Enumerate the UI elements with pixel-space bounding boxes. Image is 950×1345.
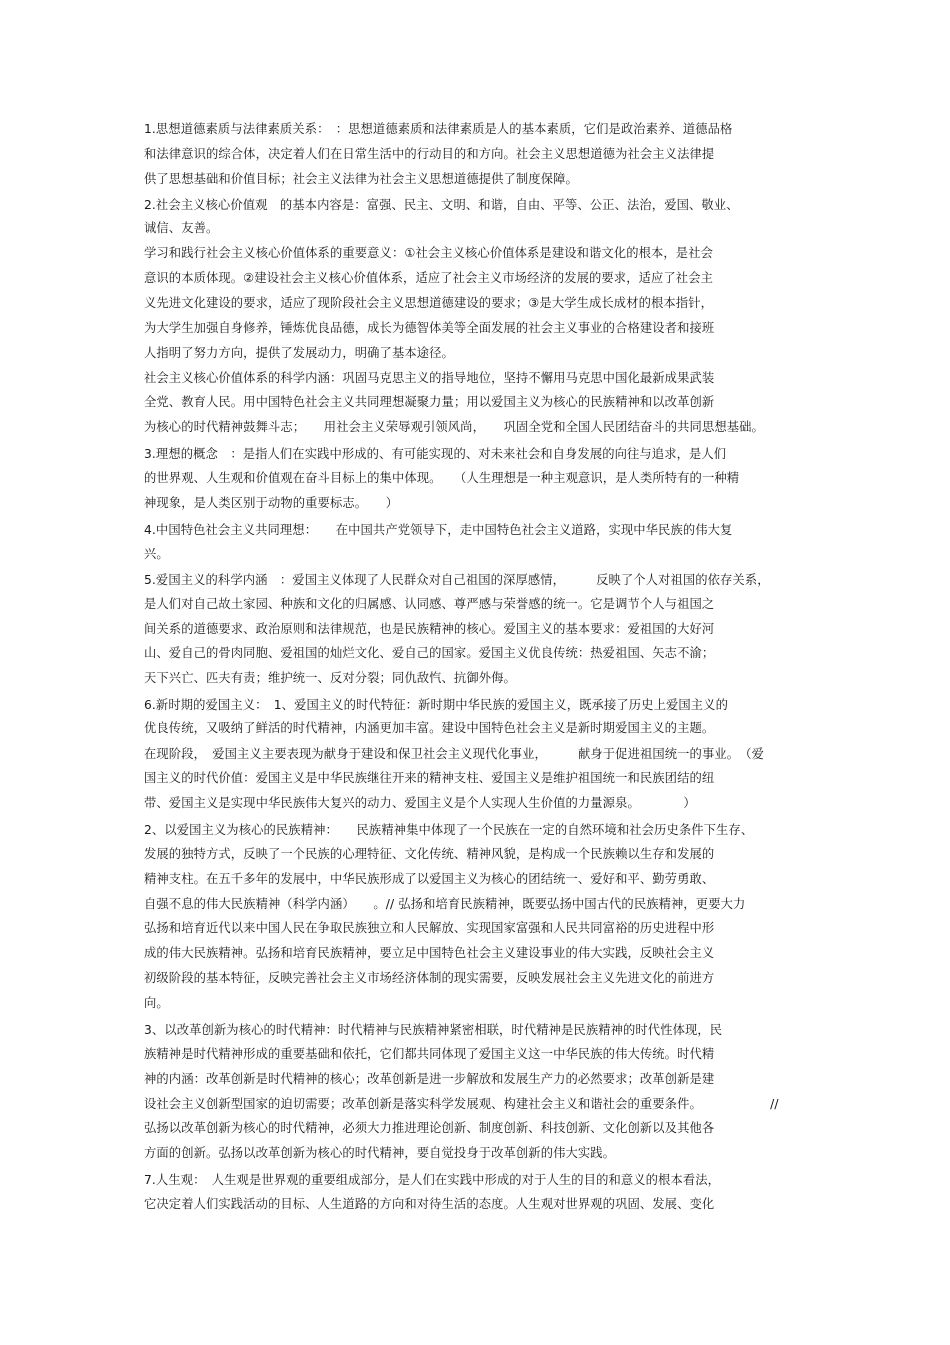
text-line: 弘扬和培育近代以来中国人民在争取民族独立和人民解放、实现国家富强和人民共同富裕的历史进程中形 [144, 921, 715, 935]
text-line: 4.中国特色社会主义共同理想： 在中国共产党领导下，走中国特色社会主义道路，实现中华民族的伟大复 [144, 523, 733, 537]
text-line: 族精神是时代精神形成的重要基础和依托，它们都共同体现了爱国主义这一中华民族的伟大传统。时代精 [144, 1047, 715, 1061]
text-line: 的世界观、人生观和价值观在奋斗目标上的集中体现。 （人生理想是一种主观意识，是人类所特有的一种精 [144, 471, 740, 485]
text-line: 1.思想道德素质与法律素质关系： ：思想道德素质和法律素质是人的基本素质，它们是政治素养、道德品格 [144, 122, 733, 136]
text-line: 义先进文化建设的要求，适应了现阶段社会主义思想道德建设的要求；③是大学生成长成材的根本指针， [144, 296, 713, 310]
text-line: 2、以爱国主义为核心的民族精神： 民族精神集中体现了一个民族在一定的自然环境和社会历史条件下生存、 [144, 823, 754, 837]
text-line: 弘扬以改革创新为核心的时代精神，必须大力推进理论创新、制度创新、科技创新、文化创新以及其他各 [144, 1121, 715, 1135]
text-line: 向。 [144, 996, 169, 1010]
text-line: 国主义的时代价值：爱国主义是中华民族继往开来的精神支柱、爱国主义是维护祖国统一和民族团结的纽 [144, 771, 715, 785]
text-line: 3.理想的概念 ：是指人们在实践中形成的、有可能实现的、对未来社会和自身发展的向往与追求，是人们 [144, 447, 727, 461]
text-line: 神现象，是人类区别于动物的重要标志。 ） [144, 496, 399, 510]
text-line: 设社会主义创新型国家的迫切需要；改革创新是落实科学发展观、构建社会主义和谐社会的重要条件。 // [144, 1097, 779, 1111]
text-line: 间关系的道德要求、政治原则和法律规范，也是民族精神的核心。爱国主义的基本要求：爱祖国的大好河 [144, 622, 715, 636]
text-line: 人指明了努力方向，提供了发展动力，明确了基本途径。 [144, 346, 454, 360]
text-line: 方面的创新。弘扬以改革创新为核心的时代精神，要自觉投身于改革创新的伟大实践。 [144, 1146, 616, 1160]
text-line: 为大学生加强自身修养，锤炼优良品德，成长为德智体美等全面发展的社会主义事业的合格建设者和接班 [144, 321, 715, 335]
text-line: 3、以改革创新为核心的时代精神：时代精神与民族精神紧密相联，时代精神是民族精神的时代性体现，民 [144, 1023, 723, 1037]
text-line: 6.新时期的爱国主义： 1、爱国主义的时代特征：新时期中华民族的爱国主义，既承接了历史上爱国主义的 [144, 698, 728, 712]
text-line: 天下兴亡、匹夫有责；维护统一、反对分裂；同仇敌忾、抗御外侮。 [144, 671, 516, 685]
text-line: 学习和践行社会主义核心价值体系的重要意义：①社会主义核心价值体系是建设和谐文化的根本，是社会 [144, 246, 713, 260]
text-line: 7.人生观： 人生观是世界观的重要组成部分，是人们在实践中形成的对于人生的目的和意义的根本看法， [144, 1173, 721, 1187]
text-line: 自强不息的伟大民族精神（科学内涵） 。// 弘扬和培育民族精神，既要弘扬中国古代的民族精神，更要大力 [144, 897, 746, 911]
text-line: 带、爱国主义是实现中华民族伟大复兴的动力、爱国主义是个人实现人生价值的力量源泉。 ） [144, 796, 696, 810]
text-line: 神的内涵：改革创新是时代精神的核心；改革创新是进一步解放和发展生产力的必然要求；改革创新是建 [144, 1072, 715, 1086]
text-line: 在现阶段， 爱国主义主要表现为献身于建设和保卫社会主义现代化事业， 献身于促进祖国统一的事业。 （爱 [144, 747, 765, 761]
text-line: 为核心的时代精神鼓舞斗志； 用社会主义荣辱观引领风尚， 巩固全党和全国人民团结奋斗的共同思想基础。 [144, 420, 764, 434]
text-line: 兴。 [144, 547, 169, 561]
text-line: 全党、教育人民。用中国特色社会主义共同理想凝聚力量；用以爱国主义为核心的民族精神和以改革创新 [144, 395, 715, 409]
text-line: 供了思想基础和价值目标；社会主义法律为社会主义思想道德提供了制度保障。 [144, 172, 578, 186]
text-line: 初级阶段的基本特征，反映完善社会主义市场经济体制的现实需要，反映发展社会主义先进文化的前进方 [144, 971, 715, 985]
text-line: 意识的本质体现。②建设社会主义核心价值体系，适应了社会主义市场经济的发展的要求，适应了社会主 [144, 271, 713, 285]
text-line: 成的伟大民族精神。弘扬和培育民族精神，要立足中国特色社会主义建设事业的伟大实践，反映社会主义 [144, 946, 715, 960]
text-line: 精神支柱。在五千多年的发展中，中华民族形成了以爱国主义为核心的团结统一、爱好和平、勤劳勇敢、 [144, 872, 715, 886]
text-line: 和法律意识的综合体，决定着人们在日常生活中的行动目的和方向。社会主义思想道德为社会主义法律提 [144, 147, 715, 161]
text-line: 发展的独特方式，反映了一个民族的心理特征、文化传统、精神风貌，是构成一个民族赖以生存和发展的 [144, 847, 715, 861]
text-line: 是人们对自己故土家园、种族和文化的归属感、认同感、尊严感与荣誉感的统一。它是调节个人与祖国之 [144, 597, 715, 611]
text-line: 5.爱国主义的科学内涵 ：爱国主义体现了人民群众对自己祖国的深厚感情， 反映了个人对祖国的依存关系， [144, 573, 770, 587]
text-line: 山、爱自己的骨肉同胞、爱祖国的灿烂文化、爱自己的国家。爱国主义优良传统：热爱祖国、矢志不渝； [144, 646, 715, 660]
text-line: 它决定着人们实践活动的目标、人生道路的方向和对待生活的态度。人生观对世界观的巩固、发展、变化 [144, 1197, 715, 1211]
text-line: 2.社会主义核心价值观 的基本内容是：富强、民主、文明、和谐，自由、平等、公正、法治，爱国、敬业、 [144, 198, 739, 212]
text-line: 诚信、友善。 [144, 221, 219, 235]
text-line: 优良传统，又吸纳了鲜活的时代精神，内涵更加丰富。建设中国特色社会主义是新时期爱国主义的主题。 [144, 721, 715, 735]
text-line: 社会主义核心价值体系的科学内涵：巩固马克思主义的指导地位，坚持不懈用马克思中国化最新成果武装 [144, 371, 715, 385]
